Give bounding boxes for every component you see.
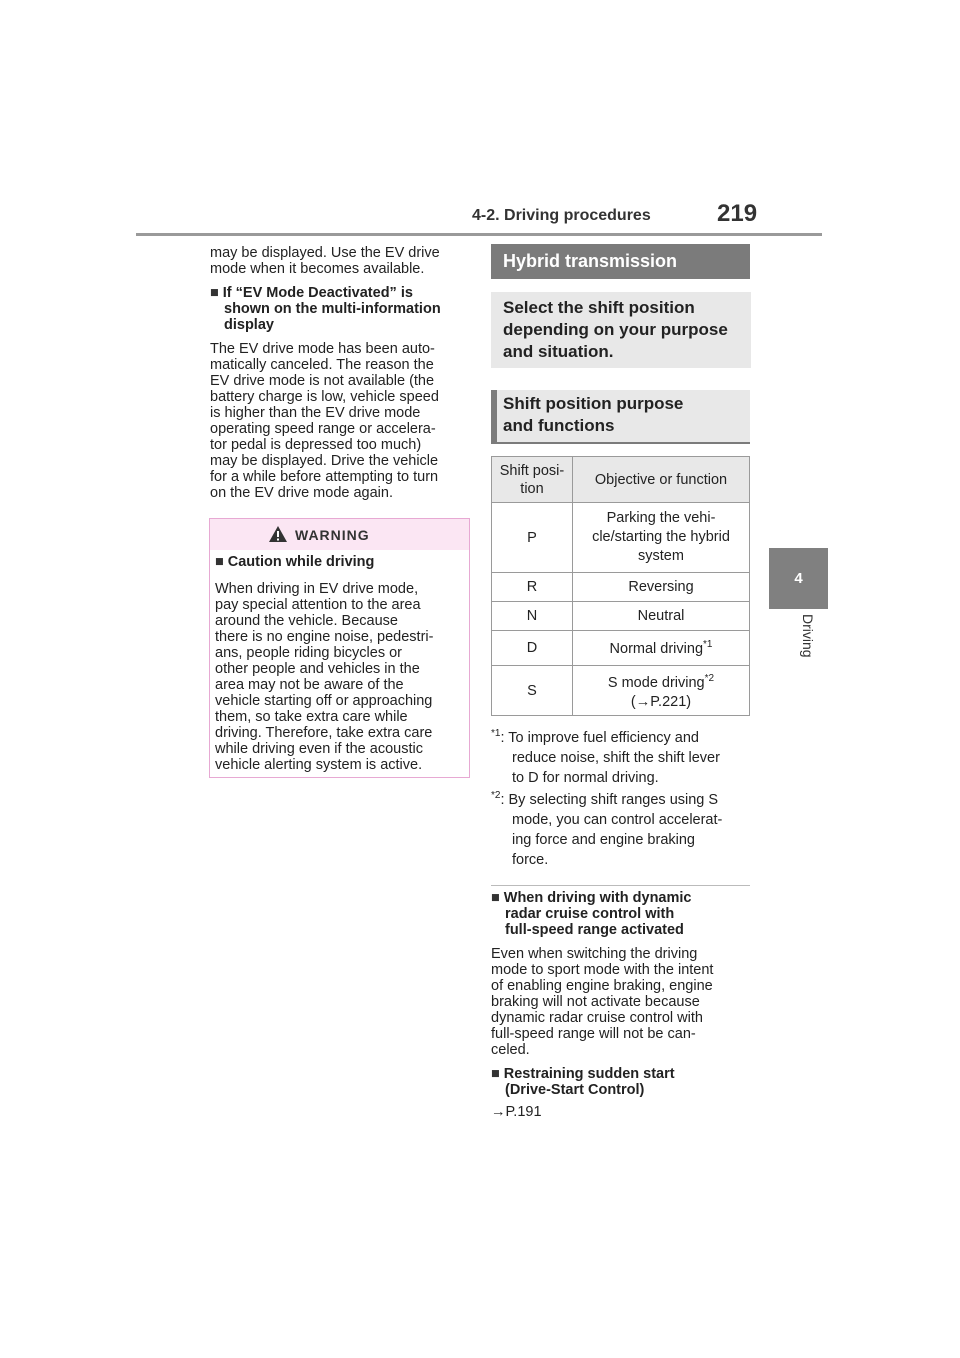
- table-row: R Reversing: [492, 573, 750, 602]
- square-bullet-icon: ■: [491, 890, 500, 906]
- warning-box: [209, 518, 470, 778]
- page-reference-link[interactable]: (→P.221): [630, 693, 692, 710]
- chapter-label-text: Driving: [800, 614, 816, 658]
- right-heading-2: ■ When driving with dynamic radar cruise control with full-speed range activated: [491, 890, 692, 938]
- chapter-label: [798, 614, 818, 674]
- header-rule: [136, 233, 822, 236]
- warning-title: WARNING: [295, 527, 370, 543]
- warning-header: [210, 519, 469, 550]
- table-row: S S mode driving$^{*2}$ (→P.221): [492, 666, 750, 716]
- warning-text: When driving in EV drive mode, pay special attention to the area around the vehicle. Because there is no engine noise, pedestri- ans, people riding bicycles or other people and vehicles in the area may not be aware of the vehicle starting off or approaching them, so take extra care while driving. Therefore, take extra care while driving even if the acoustic vehicle alerting system is active.: [215, 581, 434, 773]
- square-bullet-icon: ■: [215, 554, 224, 570]
- warning-triangle-icon: [268, 525, 288, 543]
- square-bullet-icon: ■: [210, 285, 219, 301]
- left-para-1: may be displayed. Use the EV drive mode when it becomes available.: [210, 245, 440, 277]
- left-heading-1: ■ If “EV Mode Deactivated” is shown on the multi-information display: [210, 285, 441, 333]
- section-heading: Hybrid transmission: [491, 244, 750, 279]
- table-row: P Parking the vehi- cle/starting the hybrid system: [492, 503, 750, 573]
- intro-box: Select the shift position depending on your purpose and situation.: [491, 292, 751, 368]
- warning-subheading: ■ Caution while driving: [215, 554, 375, 570]
- chapter-number: 4: [794, 570, 803, 587]
- page-reference-link[interactable]: →P.191: [491, 1104, 542, 1120]
- right-heading-3: ■ Restraining sudden start (Drive-Start Control): [491, 1066, 675, 1098]
- table-header-position: Shift posi- tion: [492, 457, 573, 503]
- subsection-heading: Shift position purpose and functions: [491, 390, 750, 444]
- shift-position-table: [491, 456, 750, 716]
- footnote-2: $^{*2}$: By selecting shift ranges using S mode, you can control accelerat- ing force and engine braking force.: [491, 790, 723, 868]
- chapter-tab: [769, 548, 828, 609]
- table-row: N Neutral: [492, 602, 750, 631]
- footnote-1: $^{*1}$: To improve fuel efficiency and reduce noise, shift the shift lever to D for normal driving.: [491, 728, 720, 786]
- table-row: D Normal driving$^{*1}$: [492, 631, 750, 666]
- page-number: 219: [717, 200, 758, 227]
- table-header-row: [492, 457, 750, 503]
- square-bullet-icon: ■: [491, 1066, 500, 1082]
- section-title: 4-2. Driving procedures: [472, 207, 651, 224]
- left-para-2: The EV drive mode has been auto- matically canceled. The reason the EV drive mode is not available (the battery charge is low, vehicle speed is higher than the EV drive mode operating speed range or accelera- tor pedal is depressed too much) may be displayed. Drive the vehicle for a while before attempting to turn on the EV drive mode again.: [210, 341, 439, 501]
- table-header-function: Objective or function: [573, 457, 750, 503]
- divider: [491, 885, 750, 886]
- right-para-3: Even when switching the driving mode to sport mode with the intent of enabling engine braking, engine braking will not activate because dynamic radar cruise control with full-speed range will not be can- celed.: [491, 946, 714, 1058]
